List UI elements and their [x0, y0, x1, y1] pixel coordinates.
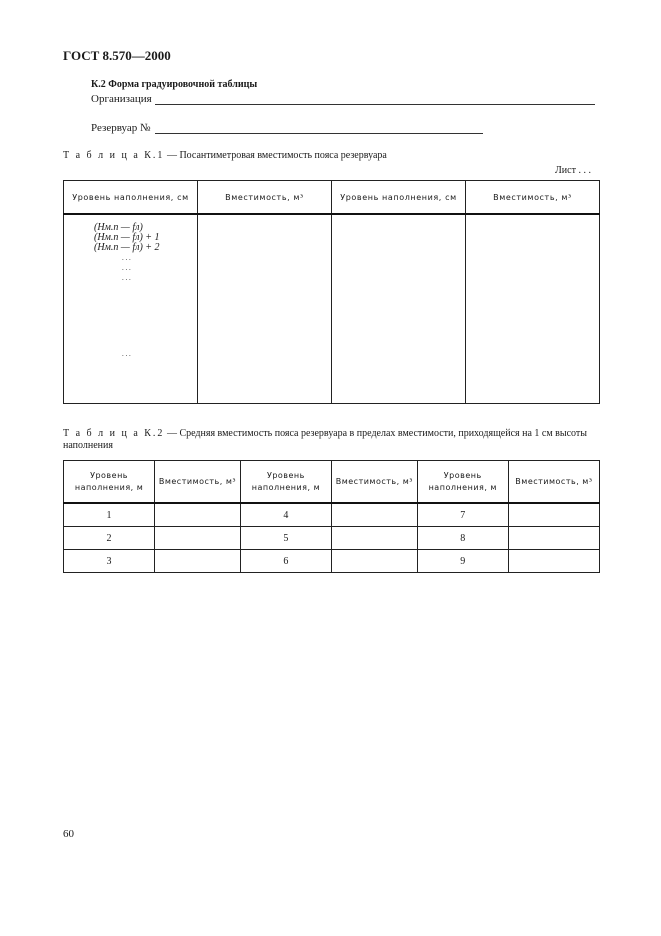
level-cell: 8 — [417, 527, 508, 550]
capacity-cell[interactable] — [155, 527, 241, 550]
page-number: 60 — [63, 828, 74, 840]
table2-header-capacity: Вместимость, м³ — [508, 461, 599, 504]
formula-row: (Hм.п — fл) + 2 — [94, 242, 160, 253]
document-header: ГОСТ 8.570—2000 — [63, 48, 171, 63]
capacity-cell[interactable] — [508, 550, 599, 573]
table1-caption — [63, 150, 387, 161]
organization-label: Организация — [91, 93, 152, 105]
capacity-cell[interactable] — [331, 503, 417, 527]
table1-capacity-cell[interactable] — [198, 214, 332, 404]
level-cell: 3 — [64, 550, 155, 573]
level-cell: 2 — [64, 527, 155, 550]
table2-header-level: Уровень наполнения, м — [417, 461, 508, 504]
level-cell: 5 — [240, 527, 331, 550]
reservoir-input-line[interactable] — [155, 133, 483, 134]
table-row — [64, 527, 600, 550]
formula-row: (Hм.п — fл) + 1 — [94, 232, 160, 243]
level-cell: 4 — [240, 503, 331, 527]
capacity-cell[interactable] — [331, 550, 417, 573]
table1-level-column — [64, 214, 198, 404]
ellipsis: . . . — [122, 350, 131, 358]
table1-level-cell-2[interactable] — [332, 214, 466, 404]
level-cell: 1 — [64, 503, 155, 527]
table2-label: Т а б л и ц а К.2 — [63, 428, 165, 439]
organization-input-line[interactable] — [155, 104, 595, 105]
table1-header-level-2: Уровень наполнения, см — [332, 181, 466, 215]
table2-header-capacity: Вместимость, м³ — [155, 461, 241, 504]
reservoir-label: Резервуар № — [91, 122, 151, 134]
sheet-label: Лист . . . — [555, 165, 591, 176]
level-cell: 9 — [417, 550, 508, 573]
formula-row: (Hм.п — fл) — [94, 222, 143, 233]
table2-header-level: Уровень наполнения, м — [64, 461, 155, 504]
table2 — [63, 460, 600, 573]
section-title: К.2 Форма градуировочной таблицы — [91, 79, 258, 90]
table1-title: — Посантиметровая вместимость пояса резервуара — [164, 150, 387, 161]
capacity-cell[interactable] — [508, 503, 599, 527]
capacity-cell[interactable] — [155, 503, 241, 527]
table1 — [63, 180, 600, 404]
table1-header-capacity: Вместимость, м³ — [198, 181, 332, 215]
ellipsis: . . . — [122, 254, 131, 262]
table1-header-level: Уровень наполнения, см — [64, 181, 198, 215]
table1-header-capacity-2: Вместимость, м³ — [466, 181, 600, 215]
formula-list — [64, 215, 197, 359]
table2-header-level: Уровень наполнения, м — [240, 461, 331, 504]
table-row — [64, 503, 600, 527]
table2-caption — [63, 428, 600, 452]
table2-header-capacity: Вместимость, м³ — [331, 461, 417, 504]
level-cell: 7 — [417, 503, 508, 527]
ellipsis: . . . — [122, 274, 131, 282]
level-cell: 6 — [240, 550, 331, 573]
capacity-cell[interactable] — [331, 527, 417, 550]
table2-title: — Средняя вместимость пояса резервуара в пределах вместимости, приходящейся на 1 см высоты наполнения — [63, 428, 588, 451]
ellipsis: . . . — [122, 264, 131, 272]
capacity-cell[interactable] — [155, 550, 241, 573]
table-row — [64, 550, 600, 573]
table1-label: Т а б л и ц а К.1 — [63, 150, 165, 161]
capacity-cell[interactable] — [508, 527, 599, 550]
table1-capacity-cell-2[interactable] — [466, 214, 600, 404]
